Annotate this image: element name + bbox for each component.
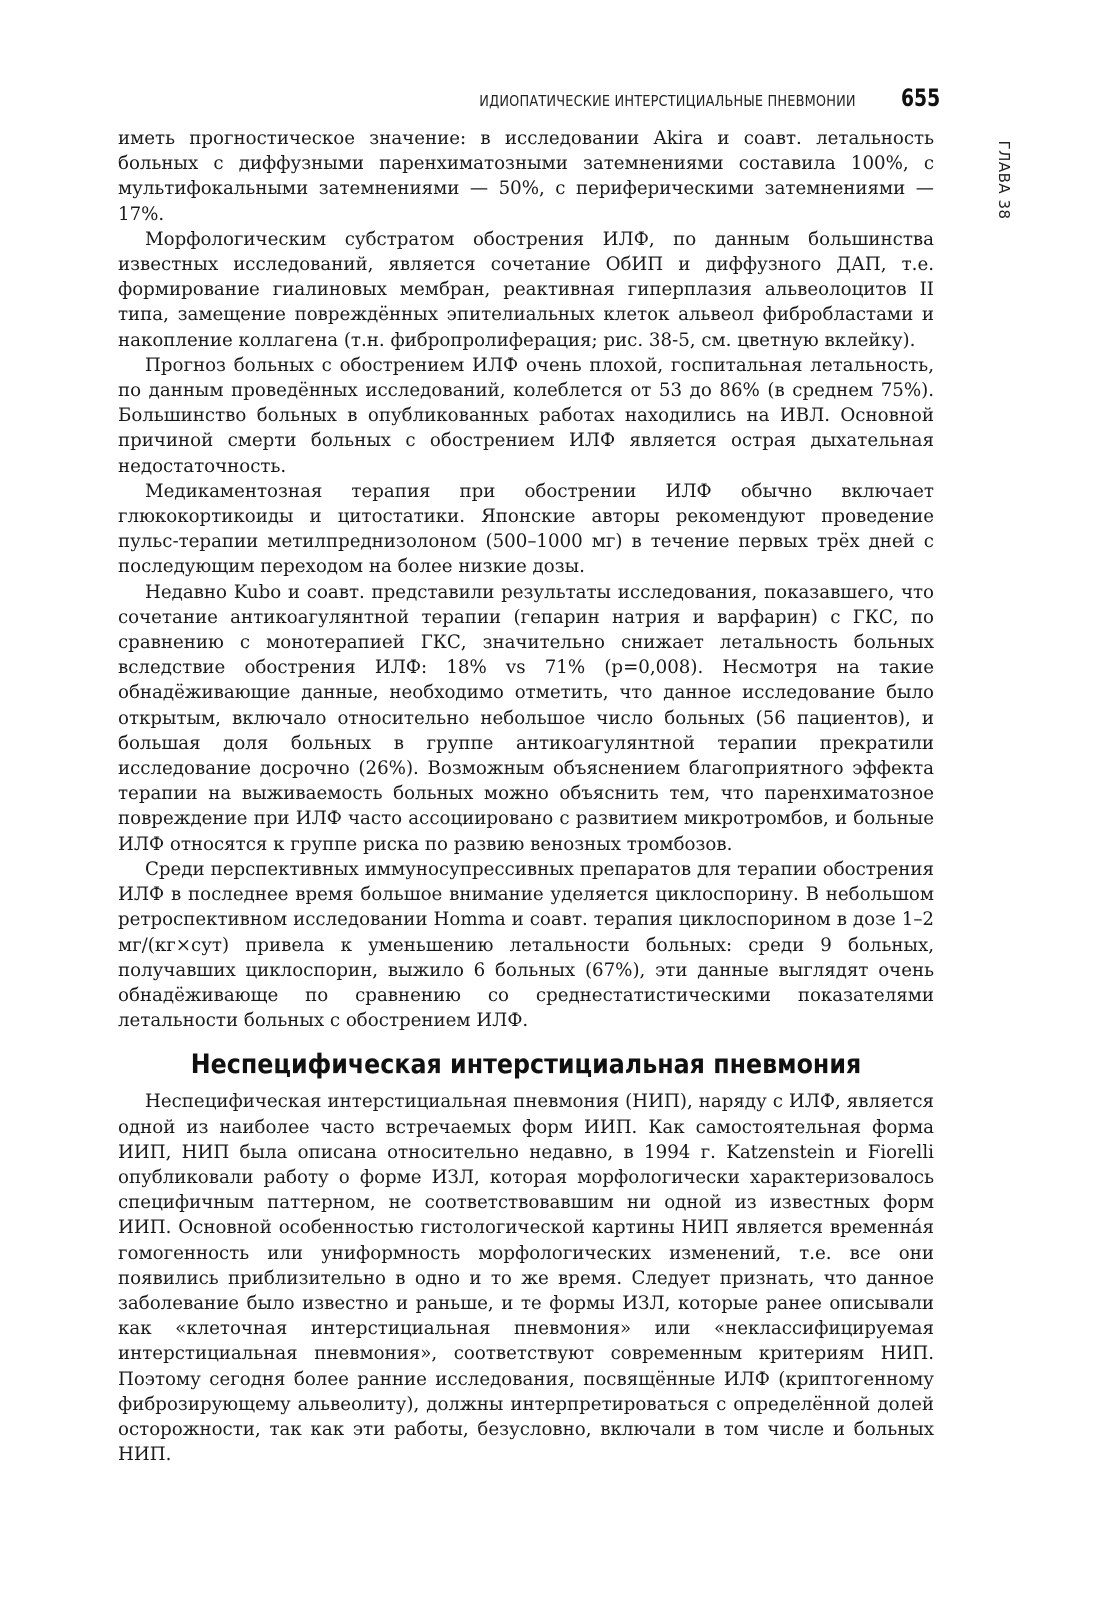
paragraph-kubo-study: Недавно Kubo и соавт. представили результаты исследования, показавшего, что сочетание антикоагулянтной терапии (гепарин натрия и варфарин) с ГКС, по сравнению с монотерапией ГКС, значительно снижает летальность больных вследствие обострения ИЛФ: 18% vs 71% (p=0,008). Несмотря на такие обнадёживающие данные, необходимо отметить, что данное исследование было открытым, включало относительно небольшое число больных (56 пациентов), и большая доля больных в группе антикоагулянтной терапии прекратили исследование досрочно (26%). Возможным объяснением благоприятного эффекта терапии на выживаемость больных можно объяснить тем, что паренхиматозное повреждение при ИЛФ часто ассоциировано с развитием микротромбов, и больные ИЛФ относятся к группе риска по развию венозных тромбозов. — [118, 581, 934, 855]
section-heading: Неспецифическая интерстициальная пневмония — [190, 1049, 862, 1081]
paragraph-morphology: Морфологическим субстратом обострения ИЛФ, по данным большинства известных исследований, является сочетание ОбИП и диффузного ДАП, т.е. формирование гиалиновых мембран, реактивная гиперплазия альвеолоцитов II типа, замещение повреждённых эпителиальных клеток альвеол фибробластами и накопление коллагена (т.н. фибропролиферация; рис. 38-5, см. цветную вклейку). — [118, 228, 934, 351]
chapter-label: ГЛАВА 38 — [995, 140, 1013, 220]
running-head — [400, 84, 940, 118]
body-text — [118, 126, 934, 1467]
paragraph-prognosis: Прогноз больных с обострением ИЛФ очень плохой, госпитальная летальность, по данным проведённых исследований, колеблется от 53 до 86% (в среднем 75%). Большинство больных в опубликованных работах находились на ИВЛ. Основной причиной смерти больных с обострением ИЛФ является острая дыхательная недостаточность. — [118, 354, 934, 477]
paragraph-cyclosporine: Среди перспективных иммуносупрессивных препаратов для терапии обострения ИЛФ в последнее время большое внимание уделяется циклоспорину. В небольшом ретроспективном исследовании Homma и соавт. терапия циклоспорином в дозе 1–2 мг/(кг×сут) привела к уменьшению летальности больных: среди 9 больных, получавших циклоспорин, выжило 6 больных (67%), эти данные выглядят очень обнадёживающе по сравнению со среднестатистическими показателями летальности больных с обострением ИЛФ. — [118, 858, 934, 1032]
chapter-tab — [984, 130, 1024, 230]
page-number: 655 — [900, 84, 940, 112]
running-title: ИДИОПАТИЧЕСКИЕ ИНТЕРСТИЦИАЛЬНЫЕ ПНЕВМОНИИ — [479, 92, 856, 110]
paragraph-drug-therapy: Медикаментозная терапия при обострении ИЛФ обычно включает глюкокортикоиды и цитостатики. Японские авторы рекомендуют проведение пульс-терапии метилпреднизолоном (500–1000 мг) в течение первых трёх дней с последующим переходом на более низкие дозы. — [118, 480, 934, 578]
paragraph-continued: иметь прогностическое значение: в исследовании Akira и соавт. летальность больных с диффузными паренхиматозными затемнениями составила 100%, с мультифокальными затемнениями — 50%, с периферическими затемнениями — 17%. — [118, 128, 934, 225]
paragraph-nip-intro: Неспецифическая интерстициальная пневмония (НИП), наряду с ИЛФ, является одной из наиболее часто встречаемых форм ИИП. Как самостоятельная форма ИИП, НИП была описана относительно недавно, в 1994 г. Katzenstein и Fiorelli опубликовали работу о форме ИЗЛ, которая морфологически характеризовалось специфичным паттерном, не соответствовавшим ни одной из известных форм ИИП. Основной особенностью гистологической картины НИП является временна́я гомогенность или униформность морфологических изменений, т.е. все они появились приблизительно в одно и то же время. Следует признать, что данное заболевание было известно и раньше, и те формы ИЗЛ, которые ранее описывали как «клеточная интерстициальная пневмония» или «неклассифицируемая интерстициальная пневмония», соответствуют современным критериям НИП. Поэтому сегодня более ранние исследования, посвящённые ИЛФ (криптогенному фиброзирующему альвеолиту), должны интерпретироваться с определённой долей осторожности, так как эти работы, безусловно, включали в том числе и больных НИП. — [118, 1091, 934, 1466]
